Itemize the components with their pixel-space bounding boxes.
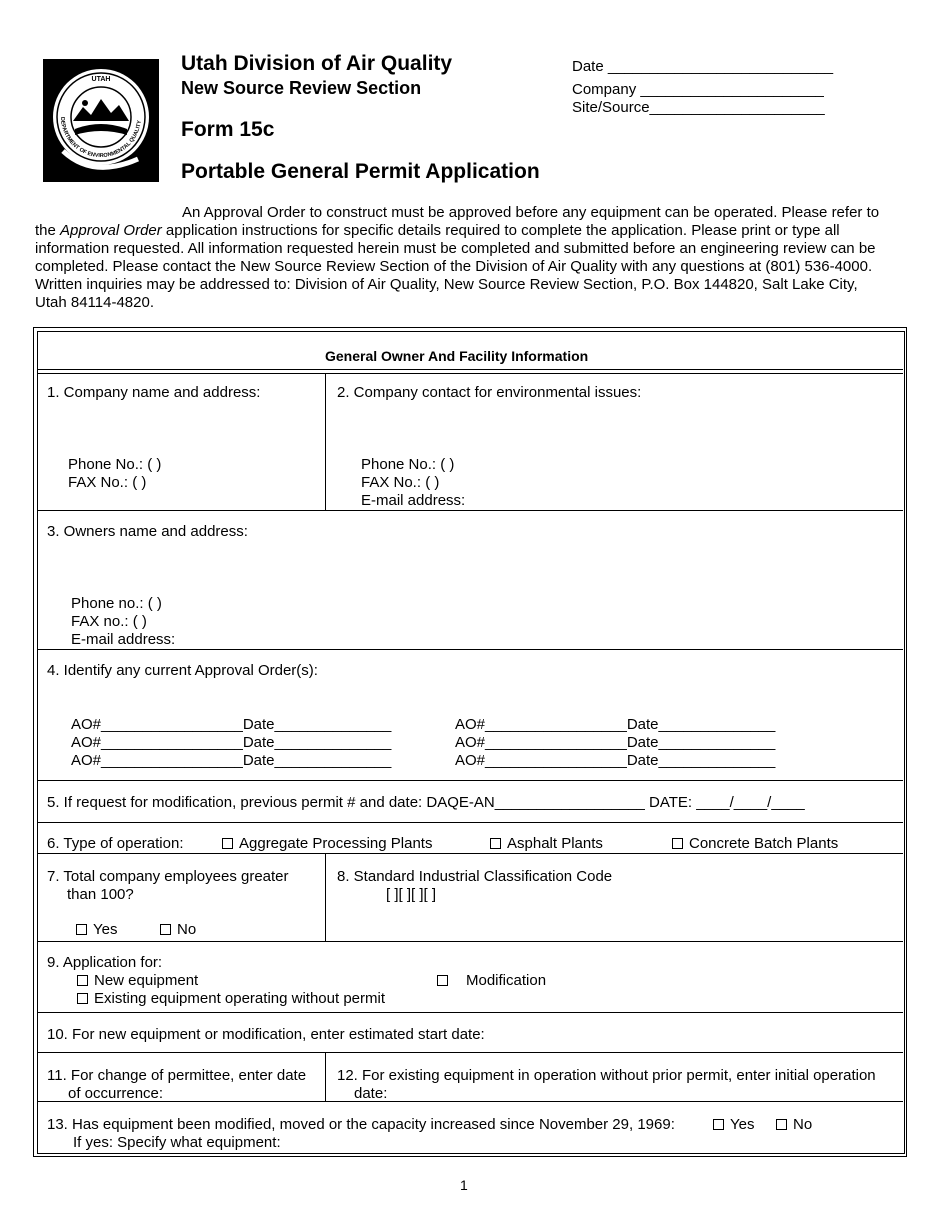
checkbox-icon[interactable]	[77, 975, 88, 986]
q1-fax[interactable]: FAX No.: ( )	[68, 474, 147, 491]
svg-text:UTAH: UTAH	[91, 76, 111, 83]
q4-ao-row-2-left[interactable]: AO#_________________Date______________	[71, 734, 392, 751]
q2-fax[interactable]: FAX No.: ( )	[361, 474, 440, 491]
q3-label: 3. Owners name and address:	[47, 523, 248, 540]
svg-text:DEPARTMENT OF ENVIRONMENTAL QU: DEPARTMENT OF ENVIRONMENTAL QUALITY	[58, 116, 143, 160]
q4-ao-row-3-right[interactable]: AO#_________________Date______________	[455, 752, 776, 769]
deq-logo	[43, 59, 159, 182]
q3-email[interactable]: E-mail address:	[71, 631, 176, 648]
intro-paragraph: An Approval Order to construct must be approved before any equipment can be operated. Please refer to the Approval Order application instructions for specific details required to complete the application. Please print or type all information requested. All information requested herein must be completed and submitted before an engineering review can be completed. Please contact the New Source Review Section of the Division of Air Quality with any questions at (801) 536-4000. Written inquiries may be addressed to: Division of Air Quality, New Source Review Section, P.O. Box 144820, Salt Lake City, Utah 84114-4820.	[35, 204, 880, 311]
checkbox-icon[interactable]	[713, 1119, 724, 1130]
q4-ao-row-3-left[interactable]: AO#_________________Date______________	[71, 752, 392, 769]
q13-label-line1: 13. Has equipment been modified, moved or the capacity increased since November 29, 1969:	[47, 1116, 675, 1133]
q12-label-line2[interactable]: date:	[354, 1085, 388, 1102]
q3-phone[interactable]: Phone no.: ( )	[71, 595, 162, 612]
q2-email[interactable]: E-mail address:	[361, 492, 466, 509]
checkbox-icon[interactable]	[437, 975, 448, 986]
q4-ao-row-1-right[interactable]: AO#_________________Date______________	[455, 716, 776, 733]
company-field[interactable]: Company ______________________	[572, 81, 824, 98]
q13-label-line2[interactable]: If yes: Specify what equipment:	[73, 1134, 281, 1151]
q9-option-existing[interactable]: Existing equipment operating without permit	[77, 990, 385, 1008]
q11-label-line1: 11. For change of permittee, enter date	[47, 1067, 307, 1084]
checkbox-icon[interactable]	[76, 924, 87, 935]
agency-title: Utah Division of Air Quality	[181, 52, 453, 75]
deq-seal-icon	[43, 59, 159, 182]
checkbox-icon[interactable]	[160, 924, 171, 935]
q7-yes[interactable]: Yes	[76, 921, 117, 939]
q12-label-line1: 12. For existing equipment in operation without prior permit, enter initial operation	[337, 1067, 876, 1084]
q5-label[interactable]: 5. If request for modification, previous permit # and date: DAQE-AN__________________ DATE: ____/____/____	[47, 794, 805, 811]
q6-option-asphalt[interactable]: Asphalt Plants	[490, 835, 603, 853]
form-number: Form 15c	[181, 118, 275, 141]
q9-option-new[interactable]: New equipment	[77, 972, 198, 990]
page-number: 1	[460, 1177, 468, 1193]
q2-phone[interactable]: Phone No.: ( )	[361, 456, 455, 473]
checkbox-icon[interactable]	[776, 1119, 787, 1130]
q11-label-line2[interactable]: of occurrence:	[68, 1085, 164, 1102]
q10-label[interactable]: 10. For new equipment or modification, enter estimated start date:	[47, 1026, 485, 1043]
checkbox-icon[interactable]	[490, 838, 501, 849]
table-heading: General Owner And Facility Information	[325, 348, 589, 364]
q3-fax[interactable]: FAX no.: ( )	[71, 613, 147, 630]
q4-ao-row-1-left[interactable]: AO#_________________Date______________	[71, 716, 392, 733]
checkbox-icon[interactable]	[77, 993, 88, 1004]
q8-label: 8. Standard Industrial Classification Code	[337, 868, 613, 885]
checkbox-icon[interactable]	[672, 838, 683, 849]
q9-label: 9. Application for:	[47, 954, 163, 971]
q7-label-line2: than 100?	[67, 886, 134, 903]
form-title: Portable General Permit Application	[181, 160, 540, 183]
q7-label-line1: 7. Total company employees greater	[47, 868, 289, 885]
q8-sic-code[interactable]: [ ][ ][ ][ ]	[386, 886, 437, 903]
section-title: New Source Review Section	[181, 78, 422, 98]
q6-label: 6. Type of operation:	[47, 835, 184, 852]
q7-no[interactable]: No	[160, 921, 196, 939]
q13-no[interactable]: No	[776, 1116, 812, 1134]
date-field[interactable]: Date ___________________________	[572, 58, 834, 75]
q2-label: 2. Company contact for environmental issues:	[337, 384, 642, 401]
q6-option-concrete[interactable]: Concrete Batch Plants	[672, 835, 838, 853]
q1-phone[interactable]: Phone No.: ( )	[68, 456, 162, 473]
q6-option-aggregate[interactable]: Aggregate Processing Plants	[222, 835, 432, 853]
checkbox-icon[interactable]	[222, 838, 233, 849]
q4-label: 4. Identify any current Approval Order(s):	[47, 662, 318, 679]
site-source-field[interactable]: Site/Source_____________________	[572, 99, 825, 116]
q1-label: 1. Company name and address:	[47, 384, 261, 401]
q13-yes[interactable]: Yes	[713, 1116, 754, 1134]
q9-option-modification[interactable]: Modification	[437, 972, 546, 990]
q4-ao-row-2-right[interactable]: AO#_________________Date______________	[455, 734, 776, 751]
